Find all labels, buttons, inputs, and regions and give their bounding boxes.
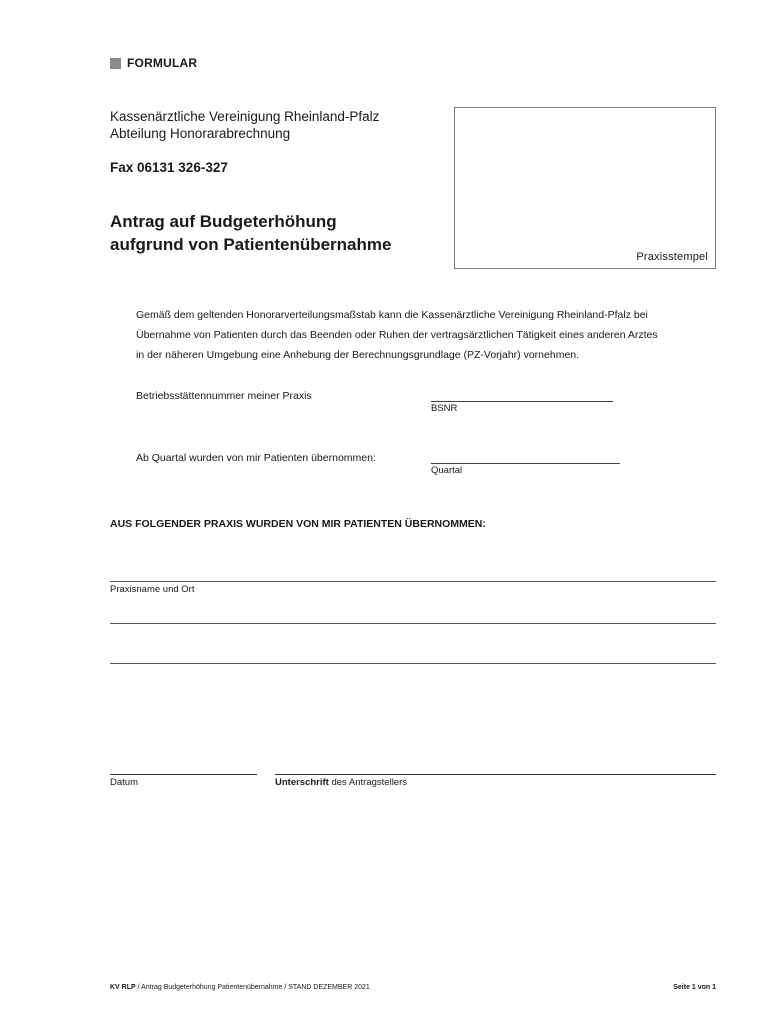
formular-label: FORMULAR bbox=[127, 56, 198, 70]
footer-left bbox=[110, 984, 370, 991]
praxis-caption: Praxisname und Ort bbox=[110, 584, 195, 595]
quartal-input-line[interactable] bbox=[431, 463, 620, 464]
intro-line-3: in der näheren Umgebung eine Anhebung der Berechnungsgrundlage (PZ-Vorjahr) vornehmen. bbox=[136, 349, 580, 361]
fax-number: Fax 06131 326-327 bbox=[110, 160, 228, 175]
intro-line-1: Gemäß dem geltenden Honorarverteilungsmaßstab kann die Kassenärztliche Vereinigung Rheinland-Pfalz bei bbox=[136, 309, 648, 321]
bsnr-input-line[interactable] bbox=[431, 401, 613, 402]
signature-input-line[interactable] bbox=[275, 774, 716, 775]
signature-caption-bold: Unterschrift bbox=[275, 777, 329, 788]
bsnr-caption: BSNR bbox=[431, 403, 458, 414]
signature-caption bbox=[275, 777, 407, 788]
address-line-2: Abteilung Honorarabrechnung bbox=[110, 126, 291, 141]
date-caption: Datum bbox=[110, 777, 138, 788]
intro-line-2: Übernahme von Patienten durch das Beenden oder Ruhen der vertragsärztlichen Tätigkeit eines anderen Arztes bbox=[136, 329, 658, 341]
praxis-input-line-2[interactable] bbox=[110, 623, 716, 624]
praxis-input-line-3[interactable] bbox=[110, 663, 716, 664]
bsnr-label: Betriebsstättennummer meiner Praxis bbox=[136, 390, 312, 402]
praxis-input-line-1[interactable] bbox=[110, 581, 716, 582]
intro-paragraph bbox=[136, 305, 726, 365]
form-title-line-1: Antrag auf Budgeterhöhung bbox=[110, 212, 337, 231]
formular-marker bbox=[110, 58, 121, 69]
form-title-line-2: aufgrund von Patientenübernahme bbox=[110, 235, 392, 254]
quartal-caption: Quartal bbox=[431, 465, 463, 476]
footer-org: KV RLP bbox=[110, 984, 136, 991]
praxisstempel-box[interactable] bbox=[454, 107, 716, 269]
address-line-1: Kassenärztliche Vereinigung Rheinland-Pfalz bbox=[110, 109, 380, 124]
footer-doc-info: / Antrag Budgeterhöhung Patientenübernahme / STAND DEZEMBER 2021 bbox=[135, 984, 370, 991]
footer-page-number: Seite 1 von 1 bbox=[673, 984, 716, 991]
date-input-line[interactable] bbox=[110, 774, 257, 775]
quartal-label: Ab Quartal wurden von mir Patienten übernommen: bbox=[136, 452, 376, 464]
praxisstempel-label: Praxisstempel bbox=[636, 251, 708, 263]
section-heading: AUS FOLGENDER PRAXIS WURDEN VON MIR PATIENTEN ÜBERNOMMEN: bbox=[110, 518, 486, 530]
signature-caption-rest: des Antragstellers bbox=[328, 777, 407, 788]
